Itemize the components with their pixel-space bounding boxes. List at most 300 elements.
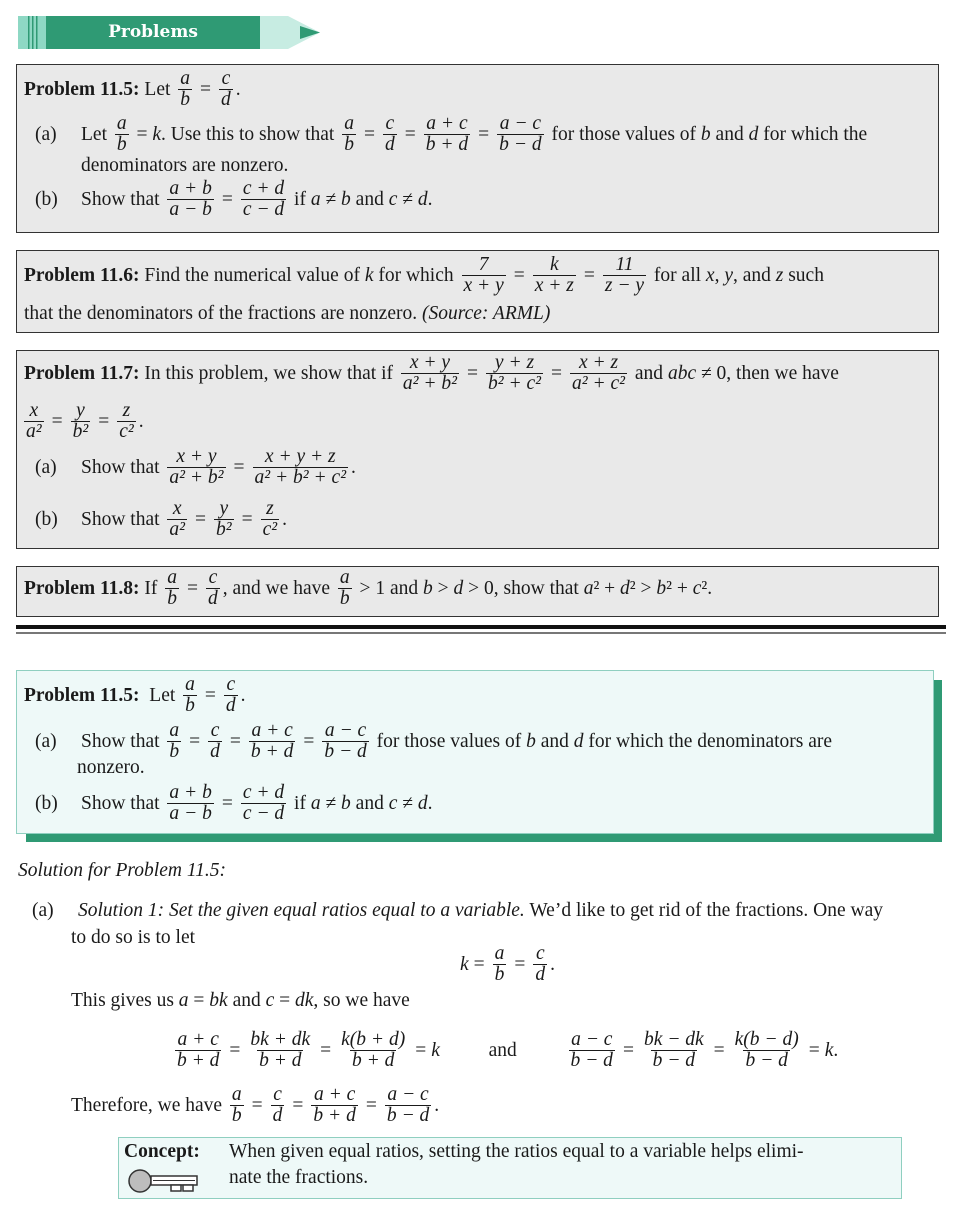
text: . [240, 684, 246, 706]
fraction-denominator: b − d [499, 134, 542, 156]
relation-symbol: = [473, 953, 485, 975]
text: Let [139, 78, 176, 100]
fraction [175, 1030, 221, 1072]
fraction [339, 1030, 407, 1072]
text: ≠ [320, 792, 342, 814]
text: ² + [593, 577, 621, 599]
text: , [714, 264, 725, 286]
fraction-numerator: c [273, 1084, 282, 1105]
fraction-denominator: c − d [242, 199, 285, 221]
math-variable: b [423, 577, 433, 599]
part-label: (a) [35, 730, 57, 752]
fraction-denominator: b − d [652, 1050, 695, 1072]
math-variable: d [573, 730, 584, 752]
text: and [535, 730, 574, 752]
fraction-numerator: x + y [409, 352, 451, 373]
fraction-denominator: d [208, 588, 218, 610]
solution-line [71, 990, 410, 1012]
part-label: (b) [35, 792, 58, 814]
fraction-denominator: b [116, 134, 127, 156]
problem-line [35, 179, 432, 221]
text: Show that [81, 730, 165, 752]
fraction [24, 401, 44, 443]
fraction [261, 499, 280, 541]
math-variable: d [417, 188, 428, 210]
text: . [351, 456, 356, 478]
fraction [338, 568, 352, 610]
concept-text-line: When given equal ratios, setting the ratios equal to a variable helps elimi- [229, 1141, 804, 1162]
fraction-denominator: a² + b² + c² [254, 467, 347, 489]
math-variable: k [152, 123, 162, 145]
relation-symbol: = [221, 188, 233, 210]
fraction-numerator: c [535, 943, 545, 964]
text: This gives us [71, 990, 179, 1011]
math-variable: d [417, 792, 428, 814]
relation-symbol: = [808, 1039, 820, 1061]
fraction [167, 783, 213, 825]
fraction [241, 179, 286, 221]
math-variable: b [656, 577, 667, 599]
math-variable: b [526, 730, 536, 752]
fraction-denominator: b² [72, 421, 89, 443]
relation-symbol: = [229, 730, 241, 752]
fraction-denominator: a − b [169, 199, 212, 221]
math-variable: c [388, 792, 398, 814]
fraction-denominator: b [185, 695, 195, 717]
section-header-problems [18, 16, 323, 49]
fraction [224, 675, 238, 717]
solution-equation [460, 944, 555, 986]
problem-line [21, 401, 144, 443]
relation-symbol: = [622, 1039, 634, 1061]
relation-symbol: = [204, 684, 216, 706]
problem-label: Problem 11.7: [24, 362, 140, 384]
fraction [248, 1030, 312, 1072]
math-variable: k [431, 1039, 440, 1061]
problem-label: Problem 11.5: [24, 684, 140, 706]
restated-problem-box [16, 670, 934, 834]
problem-line [35, 447, 356, 489]
relation-symbol: = [195, 508, 207, 530]
fraction [117, 401, 136, 443]
part-label: (b) [35, 188, 58, 210]
fraction-numerator: bk − dk [643, 1029, 704, 1050]
fraction [183, 675, 197, 717]
fraction [342, 114, 356, 156]
fraction [167, 447, 225, 489]
concept-box [118, 1137, 902, 1199]
text: > [432, 577, 454, 599]
part-label: (b) [35, 508, 58, 530]
fraction-denominator: a² [26, 421, 42, 443]
text: and [350, 792, 389, 814]
fraction-denominator: b + d [250, 741, 294, 763]
fraction-denominator: x + y [463, 275, 504, 297]
math-variable: a [310, 188, 321, 210]
text: = [131, 123, 153, 145]
fraction-numerator: k [549, 254, 559, 275]
concept-title: Concept: [124, 1141, 200, 1162]
fraction-denominator: d [384, 134, 395, 156]
fraction [167, 721, 181, 763]
text: for all [649, 264, 706, 286]
fraction-denominator: b − d [570, 1050, 613, 1072]
fraction-denominator: b + d [351, 1050, 395, 1072]
key-icon [127, 1168, 201, 1194]
fraction-denominator: b [167, 588, 178, 610]
text: for those values of [546, 123, 701, 145]
math-variable: abc [667, 362, 697, 384]
fraction [71, 401, 91, 443]
text: Find the numerical value of [139, 264, 365, 286]
fraction-denominator: b [344, 134, 354, 156]
math-variable: x [705, 264, 715, 286]
text: ². [701, 577, 713, 599]
fraction-denominator: c − d [242, 803, 285, 825]
fraction-denominator: b [494, 964, 505, 986]
text: ≠ 0, then we have [696, 362, 839, 384]
text: > 1 and [354, 577, 424, 599]
fraction-denominator: z − y [604, 275, 645, 297]
text: . [427, 188, 433, 210]
concept-text-line: nate the fractions. [229, 1167, 369, 1188]
fraction [642, 1030, 706, 1072]
math-variable: bk [209, 990, 228, 1011]
fraction [208, 721, 222, 763]
problem-line [77, 757, 145, 779]
fraction-numerator: a + c [313, 1084, 356, 1105]
text: If [139, 577, 163, 599]
relation-symbol: = [98, 410, 110, 432]
fraction-denominator: b + d [259, 1050, 302, 1072]
relation-symbol: = [713, 1039, 725, 1061]
text: . [550, 953, 556, 975]
relation-symbol: = [583, 264, 595, 286]
problem-line [24, 255, 824, 297]
fraction [533, 255, 576, 297]
fraction-denominator: b + d [425, 134, 469, 156]
fraction [311, 1085, 357, 1127]
fraction [486, 353, 543, 395]
fraction [271, 1085, 285, 1127]
text: nonzero. [77, 757, 145, 778]
fraction-denominator: d [272, 1105, 283, 1127]
math-variable: k [824, 1039, 834, 1061]
math-variable: Solution 1: Set the given equal ratios equal to a variable. [78, 900, 525, 921]
fraction-numerator: a [167, 567, 178, 588]
text: Show that [81, 792, 165, 814]
fraction [178, 69, 192, 111]
fraction-numerator: a − c [571, 1029, 613, 1050]
text: = [274, 990, 296, 1011]
fraction-denominator: a² [169, 519, 186, 541]
fraction [570, 353, 627, 395]
fraction-denominator: d [210, 741, 220, 763]
fraction [115, 114, 129, 156]
text: and [439, 1039, 566, 1061]
relation-symbol: = [467, 362, 478, 384]
text: , so we have [313, 990, 410, 1011]
text: if [289, 792, 311, 814]
relation-symbol: = [363, 123, 375, 145]
text: . [434, 1094, 440, 1116]
fraction-numerator: c + d [242, 782, 285, 803]
solution-line [71, 927, 195, 949]
fraction-numerator: 11 [615, 254, 634, 275]
text: to do so is to let [71, 927, 196, 948]
math-variable: (Source: ARML) [421, 303, 551, 324]
relation-symbol: = [404, 123, 416, 145]
fraction [249, 721, 295, 763]
math-variable: b [341, 792, 351, 814]
solution-equation [172, 1030, 838, 1072]
relation-symbol: = [233, 456, 245, 478]
math-variable: z [775, 264, 784, 286]
problem-box-11-6 [16, 250, 939, 333]
text: for which the denominators are [583, 730, 833, 752]
fraction-numerator: a [494, 943, 505, 964]
fraction-numerator: y [219, 498, 229, 519]
text: . [833, 1039, 839, 1061]
fraction-numerator: a [344, 113, 354, 134]
fraction-numerator: x + y [176, 446, 217, 467]
fraction-numerator: a − c [499, 113, 542, 134]
fraction [462, 255, 506, 297]
text: and [227, 990, 266, 1011]
relation-symbol: = [241, 508, 253, 530]
text: In this problem, we show that if [139, 362, 398, 384]
math-variable: d [453, 577, 464, 599]
relation-symbol: = [229, 1039, 241, 1061]
fraction-numerator: c + d [242, 178, 285, 199]
text: . [427, 792, 433, 814]
problem-label: Problem 11.6: [24, 264, 140, 286]
fraction-numerator: y + z [494, 352, 535, 373]
fraction-denominator: a² + b² [402, 373, 457, 395]
fraction-numerator: k(b + d) [341, 1029, 406, 1050]
fraction-denominator: b − d [386, 1105, 430, 1127]
text: . [282, 508, 288, 530]
fraction-numerator: c [226, 674, 236, 695]
section-divider [16, 625, 946, 629]
part-label: (a) [35, 456, 57, 478]
fraction [253, 447, 349, 489]
fraction-denominator: d [221, 89, 231, 111]
fraction-denominator: d [225, 695, 236, 717]
fraction-denominator: a² + b² [169, 467, 224, 489]
math-variable: k [460, 953, 469, 975]
text: and [350, 188, 389, 210]
problem-box-11-8 [16, 566, 939, 617]
text: and [710, 123, 749, 145]
fraction-denominator: a² + c² [572, 373, 626, 395]
problem-line [24, 69, 241, 111]
fraction [603, 255, 646, 297]
fraction-numerator: a + b [169, 178, 212, 199]
fraction-denominator: b − d [324, 741, 367, 763]
fraction-denominator: b + d [313, 1105, 356, 1127]
fraction-numerator: c [210, 720, 220, 741]
fraction [424, 114, 470, 156]
fraction-numerator: a − c [387, 1084, 429, 1105]
fraction-denominator: b² [216, 519, 232, 541]
problem-line [81, 155, 288, 177]
fraction-numerator: z [122, 400, 131, 421]
fraction [165, 568, 179, 610]
solution-line [32, 900, 883, 922]
solution-line [71, 1085, 439, 1127]
fraction [206, 568, 220, 610]
text: and [630, 362, 668, 384]
fraction-denominator: x + z [534, 275, 574, 297]
fraction [167, 499, 187, 541]
fraction-numerator: a [231, 1084, 242, 1105]
fraction [493, 944, 507, 986]
text: for which [373, 264, 459, 286]
fraction-numerator: bk + dk [250, 1029, 311, 1050]
fraction-denominator: c² [262, 519, 278, 541]
relation-symbol: = [365, 1094, 377, 1116]
fraction-denominator: c² [119, 421, 134, 443]
fraction-numerator: y [76, 400, 85, 421]
fraction [385, 1085, 431, 1127]
problem-line [35, 114, 867, 156]
fraction-numerator: a [180, 68, 191, 89]
fraction [383, 114, 397, 156]
text: Let [81, 123, 112, 145]
relation-symbol: = [514, 953, 526, 975]
problem-label: Problem 11.8: [24, 577, 140, 599]
fraction [569, 1030, 615, 1072]
text: such [783, 264, 824, 286]
part-label: (a) [35, 123, 57, 145]
text: . Use this to show that [161, 123, 340, 145]
math-variable: d [748, 123, 759, 145]
fraction-numerator: c [208, 567, 218, 588]
fraction-numerator: k(b − d) [734, 1029, 799, 1050]
fraction [241, 783, 286, 825]
relation-symbol: = [51, 410, 63, 432]
math-variable: c [692, 577, 702, 599]
text: Show that [81, 456, 165, 478]
relation-symbol: = [415, 1039, 427, 1061]
math-variable: y [724, 264, 733, 286]
text: = [188, 990, 210, 1011]
relation-symbol: = [189, 730, 201, 752]
text: Let [139, 684, 181, 706]
text: denominators are nonzero. [81, 155, 289, 176]
fraction-denominator: b [169, 741, 180, 763]
text: if [289, 188, 311, 210]
text: for those values of [371, 730, 527, 752]
math-variable: b [341, 188, 351, 210]
problem-line [24, 675, 246, 717]
fraction [497, 114, 543, 156]
fraction [214, 499, 234, 541]
math-variable: dk [295, 990, 314, 1011]
text: Therefore, we have [71, 1094, 227, 1116]
problem-box-11-7 [16, 350, 939, 549]
part-label: (a) [32, 900, 54, 921]
math-variable: a [178, 990, 189, 1011]
fraction-numerator: a + c [177, 1029, 219, 1050]
fraction [167, 179, 213, 221]
solution-heading: Solution for Problem 11.5: [18, 860, 226, 881]
fraction-denominator: b [180, 89, 191, 111]
text: Show that [81, 188, 165, 210]
math-variable: a [310, 792, 321, 814]
text: . [235, 78, 241, 100]
problem-line [24, 568, 712, 610]
fraction-numerator: a + c [251, 720, 293, 741]
fraction-denominator: b − d [745, 1050, 788, 1072]
relation-symbol: = [200, 78, 212, 100]
text: for which the [758, 123, 868, 145]
fraction-numerator: a [339, 567, 350, 588]
fraction-numerator: a − c [324, 720, 367, 741]
text: Show that [81, 508, 165, 530]
problem-box-11-5 [16, 64, 939, 233]
fraction-numerator: 7 [478, 254, 489, 275]
fraction-numerator: a + c [426, 113, 468, 134]
text: We’d like to get rid of the fractions. One way [524, 900, 883, 921]
text: ≠ [397, 188, 418, 210]
problem-line [35, 783, 432, 825]
relation-symbol: = [251, 1094, 263, 1116]
relation-symbol: = [187, 577, 199, 599]
fraction-numerator: x [172, 498, 182, 519]
fraction-denominator: b [339, 588, 350, 610]
fraction [230, 1085, 244, 1127]
fraction-numerator: c [385, 113, 395, 134]
fraction-numerator: x + z [578, 352, 619, 373]
text: ≠ [320, 188, 342, 210]
fraction-numerator: x + y + z [264, 446, 336, 467]
relation-symbol: = [303, 730, 315, 752]
fraction [401, 353, 459, 395]
relation-symbol: = [292, 1094, 304, 1116]
math-variable: d [620, 577, 630, 599]
math-variable: k [364, 264, 374, 286]
relation-symbol: = [551, 362, 563, 384]
text: ² > [629, 577, 657, 599]
fraction-numerator: a [116, 113, 127, 134]
fraction [219, 69, 233, 111]
math-variable: a [583, 577, 594, 599]
relation-symbol: = [478, 123, 490, 145]
fraction-denominator: b² + c² [488, 373, 542, 395]
text: . [138, 410, 144, 432]
math-variable: c [388, 188, 398, 210]
text: , and [732, 264, 776, 286]
relation-symbol: = [320, 1039, 332, 1061]
fraction-numerator: c [221, 68, 231, 89]
fraction-numerator: a + b [169, 782, 212, 803]
fraction-numerator: a [185, 674, 195, 695]
relation-symbol: = [221, 792, 233, 814]
fraction [322, 721, 368, 763]
section-title: Problems [108, 22, 198, 42]
problem-line [35, 499, 287, 541]
problem-label: Problem 11.5: [24, 78, 140, 100]
fraction [533, 944, 547, 986]
text: ² + [666, 577, 693, 599]
problem-line [35, 721, 832, 763]
problem-line [24, 303, 550, 325]
text: ≠ [397, 792, 418, 814]
math-variable: b [700, 123, 711, 145]
fraction-denominator: b [231, 1105, 242, 1127]
